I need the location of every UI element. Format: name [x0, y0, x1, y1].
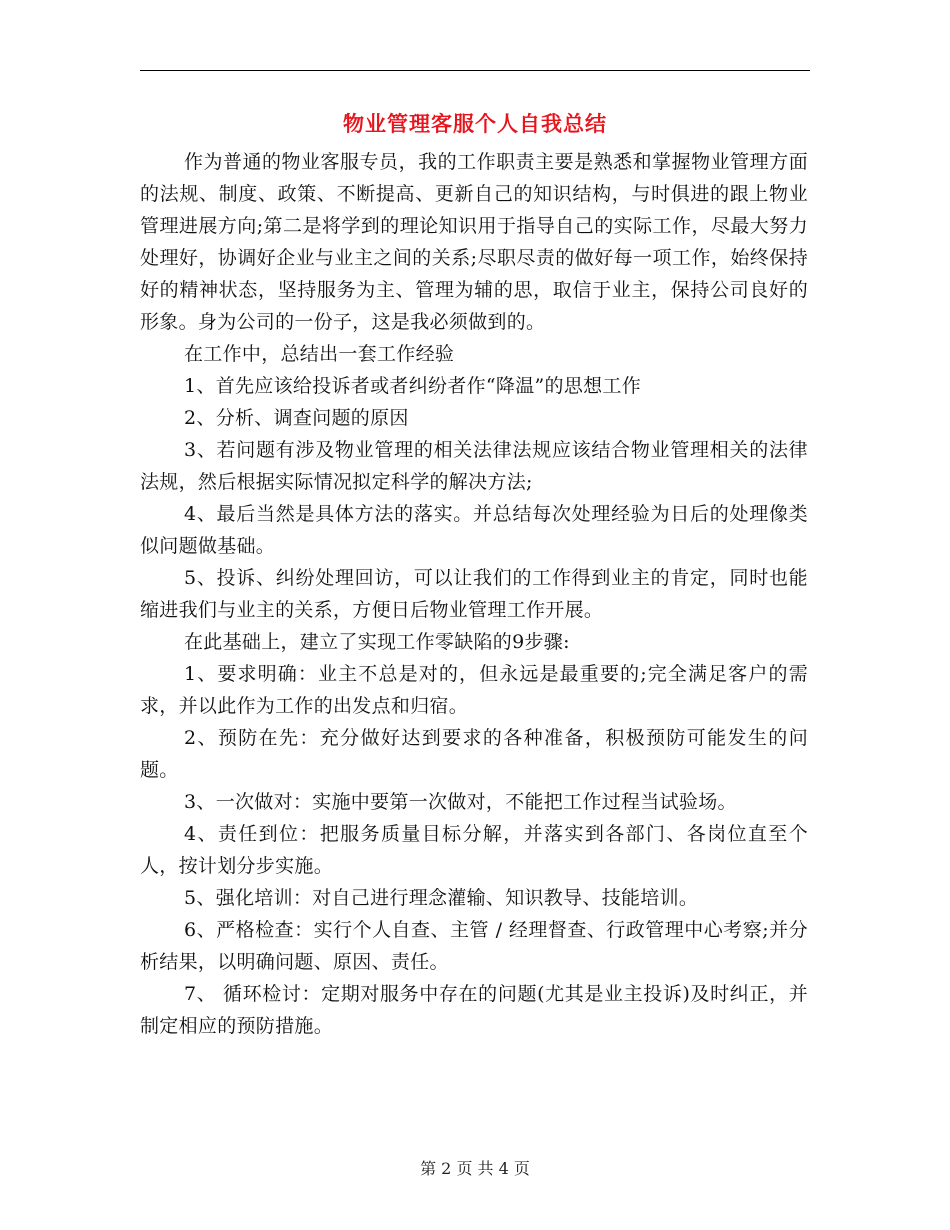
paragraph-experience-4: 4、最后当然是具体方法的落实。并总结每次处理经验为日后的处理像类似问题做基础。	[140, 503, 808, 557]
paragraph-intro: 作为普通的物业客服专员，我的工作职责主要是熟悉和掌握物业管理方面的法规、制度、政策、不断提高、更新自己的知识结构，与时俱进的跟上物业管理进展方向;第二是将学到的理论知识用于指导自己的实际工作，尽最大努力处理好，协调好企业与业主之间的关系;尽职尽责的做好每一项工作，始终保持好的精神状态，坚持服务为主、管理为辅的思，取信于业主，保持公司良好的形象。身为公司的一份子，这是我必须做到的。	[140, 151, 808, 333]
paragraph-experience-2: 2、分析、调查问题的原因	[184, 407, 409, 429]
paragraph-step-1: 1、要求明确：业主不总是对的，但永远是最重要的;完全满足客户的需求，并以此作为工作的出发点和归宿。	[140, 663, 808, 717]
document-title: 物业管理客服个人自我总结	[343, 111, 607, 136]
paragraph-step-2: 2、预防在先：充分做好达到要求的各种准备，积极预防可能发生的问题。	[140, 727, 808, 781]
paragraph-experience-3: 3、若问题有涉及物业管理的相关法律法规应该结合物业管理相关的法律法规，然后根据实际情况拟定科学的解决方法;	[140, 439, 808, 493]
paragraph-experience-heading: 在工作中，总结出一套工作经验	[184, 343, 455, 365]
paragraph-step-4: 4、责任到位：把服务质量目标分解，并落实到各部门、各岗位直至个人，按计划分步实施。	[140, 823, 808, 877]
page-number-footer: 第 2 页 共 4 页	[420, 1159, 530, 1178]
paragraph-step-5: 5、强化培训：对自己进行理念灌输、知识教导、技能培训。	[184, 887, 699, 909]
paragraph-step-7: 7、 循环检讨：定期对服务中存在的问题(尤其是业主投诉)及时纠正，并制定相应的预防措施。	[140, 983, 808, 1037]
paragraph-steps-heading: 在此基础上，建立了实现工作零缺陷的9步骤:	[184, 631, 570, 653]
paragraph-step-3: 3、一次做对：实施中要第一次做对，不能把工作过程当试验场。	[184, 791, 737, 813]
document-body	[140, 146, 808, 1042]
paragraph-experience-1: 1、首先应该给投诉者或者纠纷者作“降温”的思想工作	[184, 375, 642, 397]
paragraph-experience-5: 5、投诉、纠纷处理回访，可以让我们的工作得到业主的肯定，同时也能缩进我们与业主的关系，方便日后物业管理工作开展。	[140, 567, 808, 621]
paragraph-step-6: 6、严格检查：实行个人自查、主管 / 经理督查、行政管理中心考察;并分析结果，以明确问题、原因、责任。	[140, 919, 808, 973]
header-rule	[140, 70, 810, 71]
